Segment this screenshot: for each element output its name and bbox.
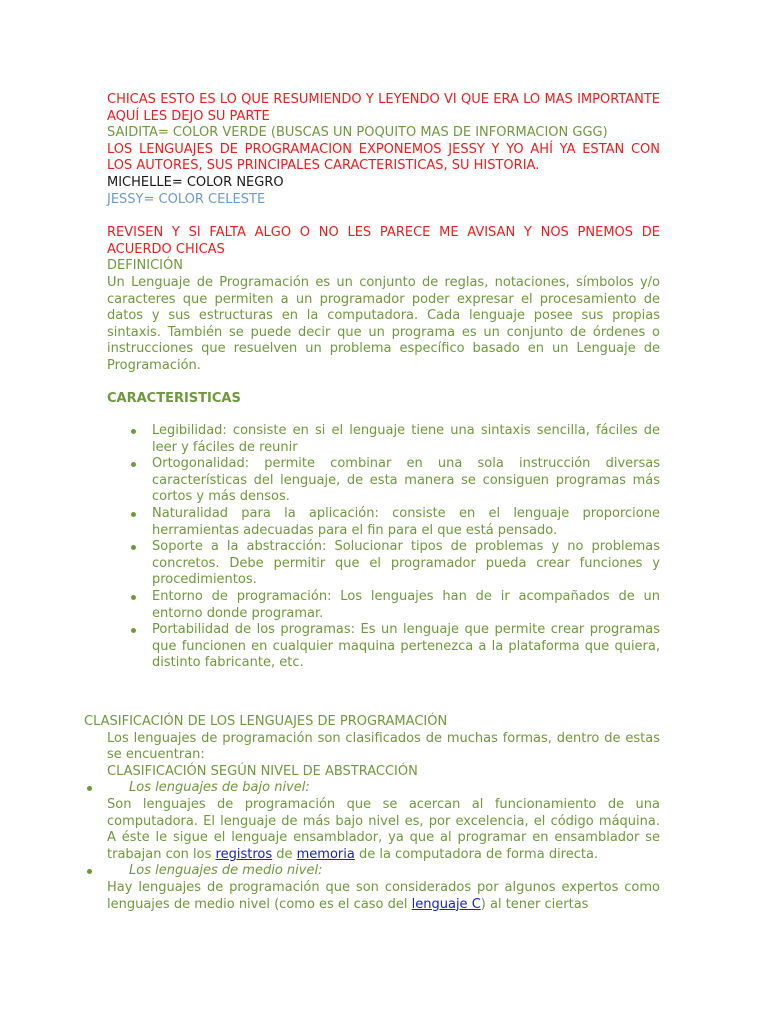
characteristics-title: CARACTERISTICAS — [107, 390, 241, 406]
list-item: Soporte a la abstracción: Solucionar tipos de problemas y no problemas concretos. Debe permitir que el programador pueda crear funciones y procedimientos. — [107, 539, 660, 589]
classification-subtitle: CLASIFICACIÓN SEGÚN NIVEL DE ABSTRACCIÓN — [107, 763, 418, 779]
bullet-icon — [131, 462, 136, 467]
intro-jessy: JESSY= COLOR CELESTE — [107, 191, 266, 207]
list-item: Entorno de programación: Los lenguajes han de ir acompañados de un entorno donde programar. — [107, 589, 660, 622]
bullet-icon — [131, 429, 136, 434]
low-level-item — [84, 780, 660, 797]
intro-section — [107, 92, 660, 672]
definition-body: Un Lenguaje de Programación es un conjunto de reglas, notaciones, símbolos y/o caracteres que permiten a un programador poder expresar el procesamiento de datos y sus estructuras en la computadora. Cada lenguaje posee sus propias sintaxis. También se puede decir que un programa es un conjunto de órdenes o instrucciones que resuelven un problema específico basado en un Lenguaje de Programación. — [107, 274, 660, 373]
intro-note-2: LOS LENGUAJES DE PROGRAMACION EXPONEMOS JESSY Y YO AHÍ YA ESTAN CON LOS AUTORES, SUS PRINCIPALES CARACTERISTICAS, SU HISTORIA. — [107, 141, 660, 174]
bullet-icon — [87, 869, 92, 874]
intro-saidita: SAIDITA= COLOR VERDE (BUSCAS UN POQUITO MAS DE INFORMACION GGG) — [107, 125, 608, 141]
mid-level-item — [84, 863, 660, 880]
classification-title: CLASIFICACIÓN DE LOS LENGUAJES DE PROGRAMACIÓN — [84, 714, 448, 729]
low-level-body: Son lenguajes de programación que se acercan al funcionamiento de una computadora. El lenguaje de más bajo nivel es, por excelencia, el código máquina. A éste le sigue el lenguaje ensamblador, ya que al programar en ensamblador se trabajan con los registros de memoria de la computadora de forma directa. — [107, 796, 660, 862]
definition-title: DEFINICIÓN — [107, 258, 183, 274]
classification-intro: Los lenguajes de programación son clasificados de muchas formas, dentro de estas se encuentran: — [107, 730, 660, 763]
link-memoria[interactable]: memoria — [296, 846, 355, 862]
list-item: Portabilidad de los programas: Es un lenguaje que permite crear programas que funcionen en cualquier maquina pertenezca a la plataforma que quiera, distinto fabricante, etc. — [107, 622, 660, 672]
bullet-icon — [131, 545, 136, 550]
mid-level-body: Hay lenguajes de programación que son considerados por algunos expertos como lenguajes de medio nivel (como es el caso del lenguaje C) al tener ciertas — [107, 879, 660, 912]
link-registros[interactable]: registros — [215, 846, 273, 862]
mid-level-title: Los lenguajes de medio nivel: — [129, 863, 323, 879]
list-item: Naturalidad para la aplicación: consiste en el lenguaje proporcione herramientas adecuadas para el fin para el que está pensado. — [107, 506, 660, 539]
intro-michelle: MICHELLE= COLOR NEGRO — [107, 174, 284, 190]
bullet-icon — [87, 786, 92, 791]
link-lenguaje-c[interactable]: lenguaje C — [411, 896, 481, 912]
bullet-icon — [131, 595, 136, 600]
low-level-title: Los lenguajes de bajo nivel: — [129, 780, 310, 796]
bullet-icon — [131, 628, 136, 633]
intro-note-1: CHICAS ESTO ES LO QUE RESUMIENDO Y LEYENDO VI QUE ERA LO MAS IMPORTANTE AQUÍ LES DEJO SU PARTE — [107, 92, 660, 124]
classification-section — [84, 714, 660, 913]
bullet-icon — [131, 512, 136, 517]
intro-note-3: REVISEN Y SI FALTA ALGO O NO LES PARECE ME AVISAN Y NOS PNEMOS DE ACUERDO CHICAS — [107, 225, 660, 257]
list-item: Ortogonalidad: permite combinar en una sola instrucción diversas características del lenguaje, de esta manera se consiguen programas más cortos y más densos. — [107, 456, 660, 506]
characteristics-list — [107, 423, 660, 672]
list-item: Legibilidad: consiste en si el lenguaje tiene una sintaxis sencilla, fáciles de leer y fáciles de reunir — [107, 423, 660, 456]
